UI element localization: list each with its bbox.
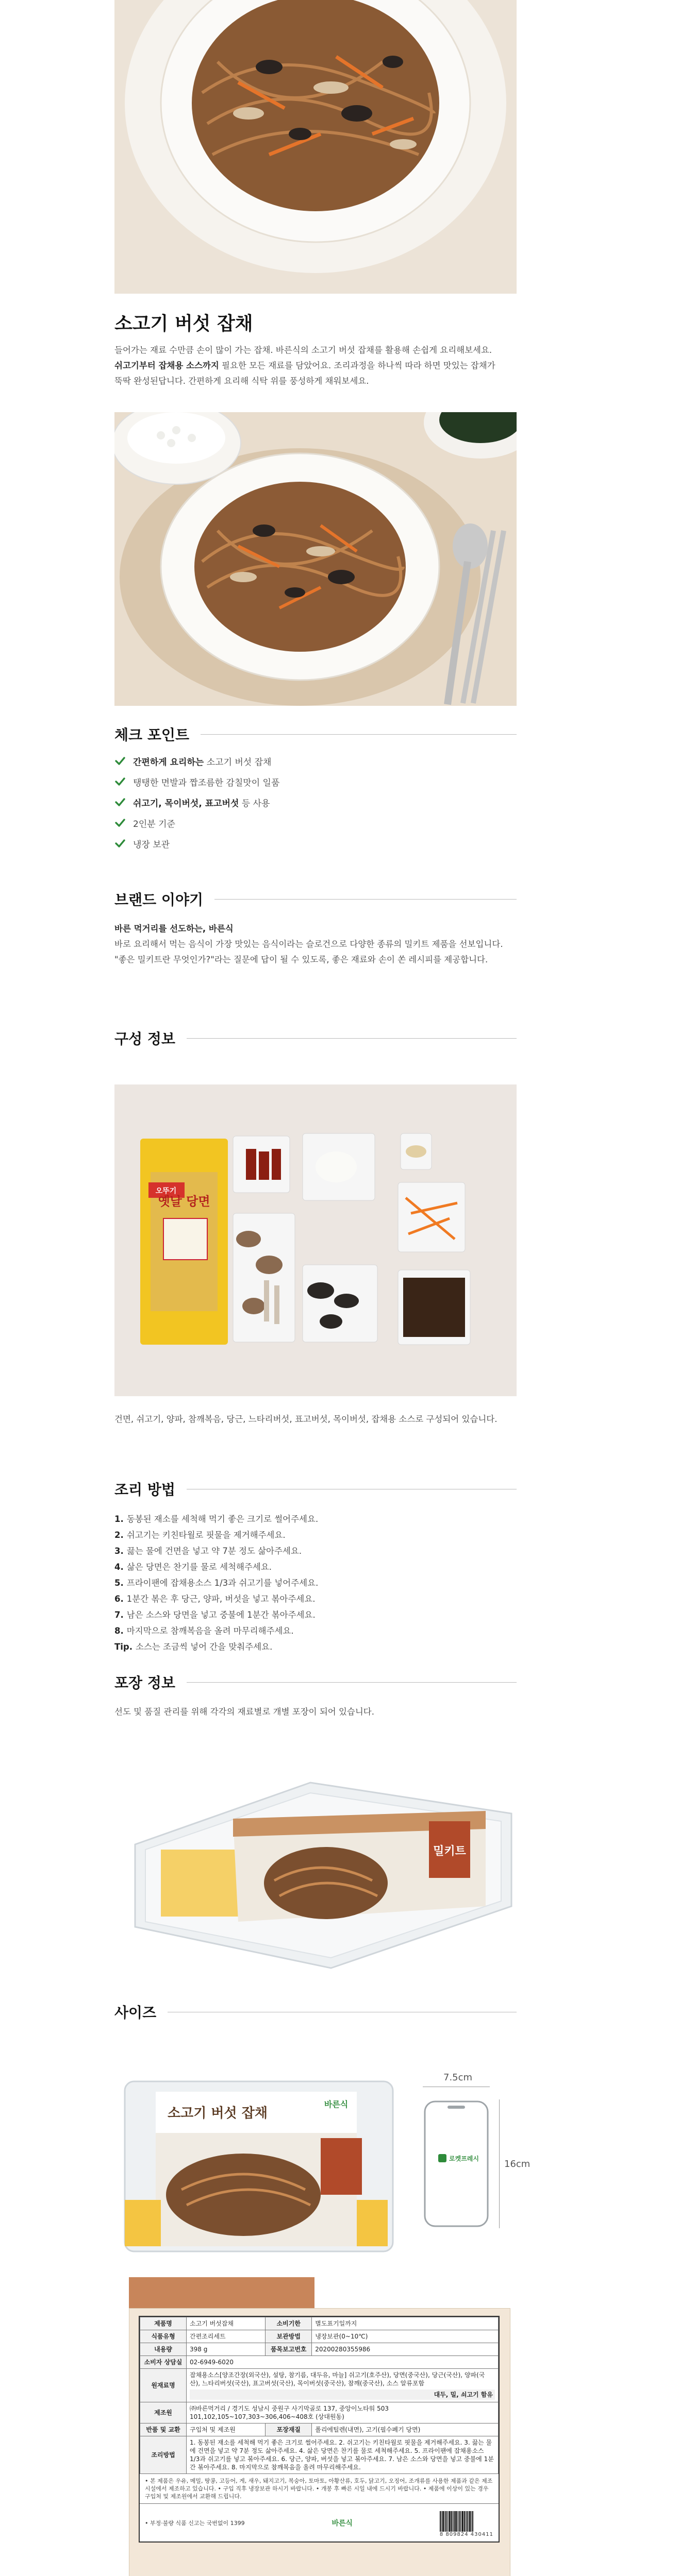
- check-icon: [114, 838, 126, 849]
- barcode: [440, 2508, 493, 2537]
- ingredients-text: 잡채용소스[양조간장(외국산), 설탕, 참기름, 대두유, 마늘] 쉬고기(호주산), 당면(중국산), 당근(국산), 양파(국산), 느타리버섯(국산), 표고버섯(국산), 목이버섯(중국산), 참깨(중국산), 소스 알류포함: [190, 2371, 485, 2387]
- label-key: 소비기한: [266, 2317, 312, 2330]
- intro-line-2-rest: 필요한 모든 재료를 담았어요. 조리과정을 하나씩 따라 하면 맛있는 잡채가: [219, 361, 495, 370]
- recipe-header: [114, 1479, 517, 1499]
- allergy-text: 대두, 밀, 쇠고기 함유: [190, 2389, 495, 2400]
- size-heading: 사이즈: [114, 2004, 157, 2021]
- label-value: 20200280355986: [312, 2343, 499, 2356]
- label-row: [140, 2402, 499, 2424]
- hero-dish-image: [114, 0, 517, 294]
- composition-caption: 건면, 쉬고기, 양파, 참깨복음, 당근, 느타리버섯, 표고버섯, 목이버섯, 잡채용 소스로 구성되어 있습니다.: [114, 1414, 498, 1424]
- packaging-heading: 포장 정보: [114, 1674, 175, 1691]
- recipe-step: [114, 1591, 517, 1607]
- recipe-steps: [114, 1511, 517, 1655]
- recipe-step: [114, 1639, 517, 1655]
- checkpoints-heading: 체크 포인트: [114, 726, 189, 743]
- label-row: [140, 2369, 499, 2402]
- intro-line-2-bold: 쉬고기부터 잡채용 소스까지: [114, 361, 219, 370]
- package-name-text: 옛날 당면: [158, 1194, 210, 1209]
- label-table: [140, 2317, 499, 2474]
- check-icon: [114, 817, 126, 828]
- label-row: [140, 2317, 499, 2330]
- hero-photo: [114, 0, 517, 294]
- package-box-image: [114, 1752, 517, 1978]
- brand-subtitle: 바른 먹거리를 선도하는, 바른식: [114, 924, 234, 934]
- label-key: 식품유형: [140, 2330, 187, 2343]
- recipe-step: [114, 1607, 517, 1623]
- size-box-photo: [114, 2061, 398, 2267]
- label-value: [187, 2369, 499, 2402]
- composition-header: [114, 1028, 517, 1048]
- label-footer: [140, 2503, 499, 2541]
- checkpoint-item: [114, 833, 517, 854]
- checkpoints-list: [114, 751, 517, 854]
- check-icon: [114, 796, 126, 808]
- step-text: 끓는 물에 건면을 넣고 약 7분 정도 삶아주세요.: [126, 1546, 302, 1556]
- maker-text: ㈜바른먹거리 / 경기도 성남시 중원구 사기막골로 137, 중앙이노타워 503: [190, 2405, 389, 2412]
- checkpoint-text: 탱탱한 면발과 짭조름한 감칠맛이 일품: [133, 777, 280, 788]
- checkpoints-header: [114, 724, 517, 744]
- brand-line-2: "좋은 밀키트란 무엇인가?"라는 질문에 답이 될 수 있도록, 좋은 재료와 손이 쏜 레시피를 제공합니다.: [114, 955, 488, 964]
- height-dim-line: [499, 2099, 500, 2228]
- phone-brand-text: 로켓프레시: [449, 2155, 479, 2162]
- dish-table-image: [114, 412, 517, 706]
- label-row: [140, 2330, 499, 2343]
- step-text: 마지막으로 참깨복음을 올려 마무리해주세요.: [126, 1626, 294, 1636]
- label-notes: • 본 제품은 우유, 메밀, 땅콩, 고등어, 게, 새우, 돼지고기, 복숭아, 토마토, 아황산류, 호두, 닭고기, 오징어, 조개류를 사용한 제품과 같은 제조시설에서 제조하고 있습니다. • 구입 직후 냉장보관 하시기 바랍니다. • 개봉 후 빠른 시일 내에 드시기 바랍니다. • 제품에 이상이 있는 경우 구입처 및 제조원에서 교환해 드립니다.: [145, 2478, 493, 2500]
- composition-photo: [114, 1084, 517, 1396]
- product-title: 소고기 버섯 잡채: [114, 313, 253, 334]
- label-value: 간편조리세트: [187, 2330, 266, 2343]
- section-divider: [187, 1038, 517, 1039]
- height-dim-label: 16cm: [504, 2159, 531, 2170]
- step-text: 1분간 볶은 후 당근, 양파, 버섯을 넣고 볶아주세요.: [126, 1594, 316, 1604]
- step-text: 프라이팬에 잡채용소스 1/3과 쉬고기를 넣어주세요.: [126, 1578, 319, 1588]
- phone-outline-icon: [423, 2099, 490, 2228]
- section-divider: [201, 734, 517, 735]
- label-key: 반품 및 교환: [140, 2424, 187, 2436]
- barcode-icon: [440, 2508, 493, 2532]
- step-number: Tip.: [114, 1642, 132, 1652]
- step-text: 남은 소스와 당면을 넣고 중불에 1분간 볶아주세요.: [126, 1610, 316, 1620]
- label-key: 포장재질: [266, 2424, 312, 2436]
- width-dim-label: 7.5cm: [443, 2072, 473, 2083]
- recipe-step: [114, 1623, 517, 1639]
- label-value: 냉장보관(0~10℃): [312, 2330, 499, 2343]
- barcode-number: 8 809824 430411: [439, 2532, 493, 2537]
- checkpoint-bold: 쉬고기, 목이버섯, 표고버섯: [133, 798, 239, 809]
- check-icon: [114, 755, 126, 767]
- ingredients-image: [114, 1084, 517, 1396]
- label-value: 별도표기일까지: [312, 2317, 499, 2330]
- label-key: 제조원: [140, 2402, 187, 2424]
- box-badge-text: 밀키트: [433, 1845, 466, 1858]
- label-value: 구입처 및 제조원: [187, 2424, 266, 2436]
- packaging-photo: [114, 1752, 517, 1978]
- checkpoint-text: 소고기 버섯 잡채: [204, 757, 272, 768]
- checkpoint-text: 2인분 기준: [133, 819, 175, 829]
- brand-heading: 브랜드 이야기: [114, 891, 204, 908]
- label-row: [140, 2356, 499, 2369]
- check-icon: [114, 776, 126, 787]
- label-value: 02-6949-6020: [187, 2356, 499, 2369]
- brand-line-1: 바로 요리해서 먹는 음식이 가장 맛있는 음식이라는 슬로건으로 다양한 종류의 밀키트 제품을 선보입니다.: [114, 939, 503, 949]
- food-label: [139, 2316, 500, 2543]
- recipe-heading: 조리 방법: [114, 1481, 175, 1498]
- intro-line-3: 뚝딱 완성된답니다. 간편하게 요리해 식탁 위를 풍성하게 채워보세요.: [114, 376, 369, 386]
- label-row: [140, 2436, 499, 2474]
- label-key: 조리방법: [140, 2436, 187, 2474]
- label-row: [140, 2343, 499, 2356]
- checkpoint-item: [114, 792, 517, 812]
- maker-address-text: 101,102,105~107,303~306,406~408호 (상대원동): [190, 2413, 344, 2420]
- step-number: 4.: [114, 1562, 124, 1572]
- recipe-step: [114, 1527, 517, 1543]
- step-text: 삶은 당면은 찬기를 물로 세척해주세요.: [126, 1562, 272, 1572]
- label-key: 원재료명: [140, 2369, 187, 2402]
- box-title-text: 소고기 버섯 잡채: [168, 2106, 268, 2121]
- label-value: 398 g: [187, 2343, 266, 2356]
- step-text: 소스는 조금씩 넣어 간을 맞춰주세요.: [136, 1642, 273, 1652]
- section-divider: [214, 899, 517, 900]
- label-footer-text: • 부정·불량 식품 신고는 국번없이 1399: [145, 2519, 245, 2527]
- step-number: 2.: [114, 1530, 124, 1540]
- intro-line-1: 들어가는 재료 수만큼 손이 많이 가는 잡채. 바른식의 소고기 버섯 잡채를 활용해 손쉽게 요리해보세요.: [114, 345, 492, 355]
- recipe-step: [114, 1559, 517, 1575]
- recipe-step: [114, 1575, 517, 1591]
- label-value: 폴리에틸렌(내면), 고기(필수폐기 당면): [312, 2424, 499, 2436]
- label-key: 제품명: [140, 2317, 187, 2330]
- section-divider: [187, 1682, 517, 1683]
- label-value: 1. 동봉된 재소를 세척해 먹기 좋은 크기로 썰어주세요. 2. 쉬고기는 키친타월로 핏물을 제거해주세요. 3. 끓는 물에 건면을 넣고 약 7분 정도 삶아주세요. 4. 삶은 당면은 찬기를 물로 세척해주세요. 5. 프라이팬에 잡채용소스 1/3과 쉬고기를 넣고 볶아주세요. 6. 당근, 양파, 버섯을 넣고 볶아주세요. 7. 남은 소스와 당면을 넣고 중불에 1분간 볶아주세요. 8. 마지막으로 참깨복음을 올려 마무리해주세요.: [187, 2436, 499, 2474]
- checkpoint-item: [114, 812, 517, 833]
- label-key: 품목보고번호: [266, 2343, 312, 2356]
- recipe-step: [114, 1511, 517, 1527]
- label-value: [187, 2402, 499, 2424]
- checkpoint-text: 등 사용: [239, 798, 270, 809]
- label-key: 내용량: [140, 2343, 187, 2356]
- step-number: 1.: [114, 1514, 124, 1524]
- brand-story: [114, 921, 517, 968]
- packaging-text: 선도 및 품질 관리를 위해 각각의 재료별로 개별 포장이 되어 있습니다.: [114, 1707, 374, 1717]
- product-intro: [114, 343, 517, 389]
- box-brand-text: 바른식: [324, 2099, 349, 2109]
- packaging-header: [114, 1672, 517, 1692]
- checkpoint-item: [114, 751, 517, 771]
- label-brand: 바른식: [332, 2519, 353, 2528]
- checkpoint-text: 냉장 보관: [133, 839, 170, 850]
- intro-line-2: [114, 358, 517, 374]
- recipe-step: [114, 1543, 517, 1559]
- brand-header: [114, 889, 517, 909]
- size-header: [114, 2002, 517, 2022]
- label-row: [140, 2424, 499, 2436]
- step-text: 쉬고기는 키친타월로 핏물을 제거해주세요.: [126, 1530, 286, 1540]
- checkpoint-bold: 간편하게 요리하는: [133, 757, 204, 768]
- size-box-image: [114, 2061, 398, 2267]
- step-number: 3.: [114, 1546, 124, 1556]
- composition-heading: 구성 정보: [114, 1030, 175, 1047]
- label-key: 보관방법: [266, 2330, 312, 2343]
- label-key: 소비자 상담실: [140, 2356, 187, 2369]
- step-number: 8.: [114, 1626, 124, 1636]
- food-label-sheet: [129, 2308, 510, 2576]
- step-text: 동봉된 재소를 세척해 먹기 좋은 크기로 썰어주세요.: [126, 1514, 319, 1524]
- checkpoint-item: [114, 771, 517, 792]
- step-number: 6.: [114, 1594, 124, 1604]
- dish-table-photo: [114, 412, 517, 706]
- step-number: 7.: [114, 1610, 124, 1620]
- phone-size-reference: [423, 2099, 490, 2228]
- package-brand-text: 오뚜기: [155, 1187, 177, 1195]
- label-value: 소고기 버섯잡채: [187, 2317, 266, 2330]
- step-number: 5.: [114, 1578, 124, 1588]
